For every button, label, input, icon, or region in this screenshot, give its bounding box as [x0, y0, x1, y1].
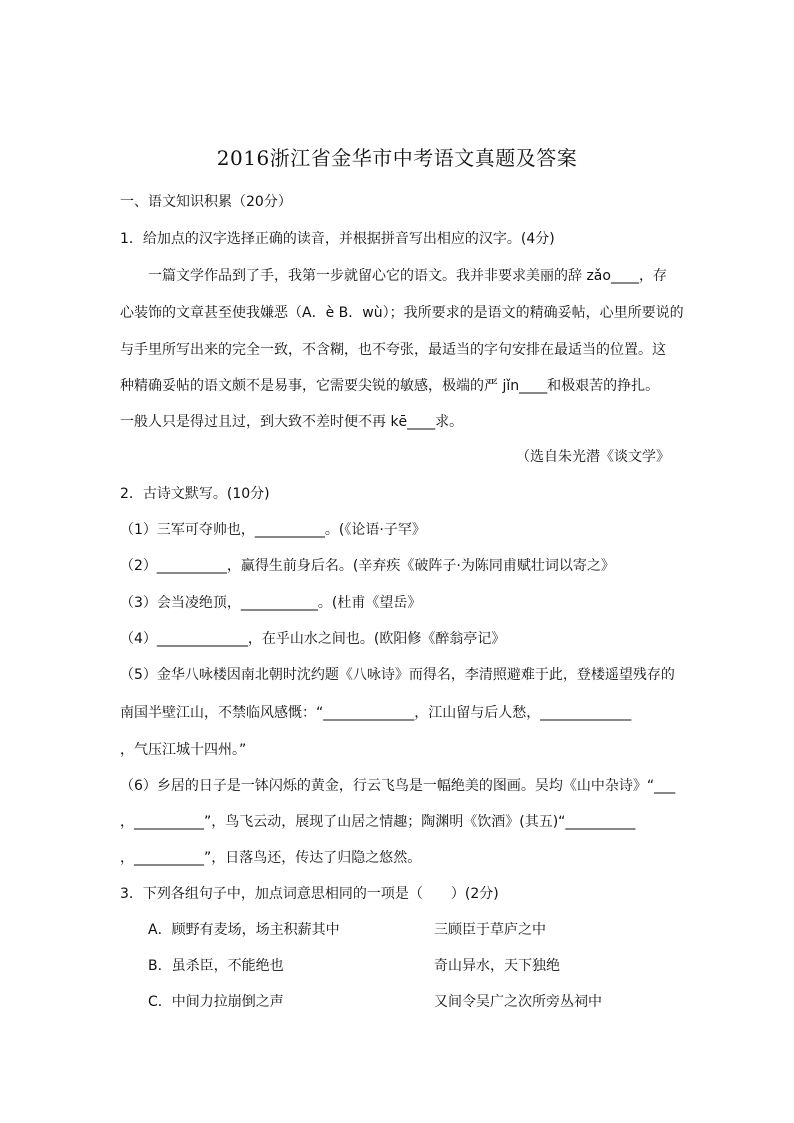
recitation-item: （1）三军可夺帅也，__________。(《论语·子罕》 — [120, 522, 426, 538]
question-3-heading: 3．下列各组句子中，加点词意思相同的一项是（ ）(2分) — [120, 886, 499, 902]
section-heading: 一、语文知识积累（20分） — [120, 194, 292, 210]
question-1-heading: 1．给加点的汉字选择正确的读音，并根据拼音写出相应的汉字。(4分) — [120, 231, 555, 247]
recitation-item: （5）金华八咏楼因南北朝时沈约题《八咏诗》而得名，李清照避难于此，登楼遥望残存的 — [120, 667, 675, 683]
recitation-item: （6）乡居的日子是一钵闪烁的黄金，行云飞鸟是一幅绝美的图画。吴均《山中杂诗》“___ — [120, 778, 676, 794]
passage-line: 种精确妥帖的语文颇不是易事，它需要尖锐的敏感，极端的严 jǐn____和极艰苦的挣扎。 — [120, 378, 660, 394]
recitation-item: ，气压江城十四州。” — [120, 742, 247, 758]
recitation-item: （2）__________，赢得生前身后名。(辛弃疾《破阵子·为陈同甫赋壮词以寄之》 — [120, 558, 615, 574]
recitation-item: ，__________”，日落鸟还，传达了归隐之悠然。 — [120, 850, 422, 866]
passage-line: 一般人只是得过且过，到大致不差时便不再 kē____求。 — [120, 414, 464, 430]
page-title: 2016浙江省金华市中考语文真题及答案 — [216, 146, 578, 170]
option-b-right: 奇山异水，天下独绝 — [434, 958, 560, 974]
question-2-heading: 2．古诗文默写。(10分) — [120, 486, 270, 502]
recitation-item: 南国半壁江山，不禁临风感慨：“_____________，江山留与后人愁，_____________ — [120, 705, 632, 721]
option-a-left: A．顾野有麦场，场主积薪其中 — [148, 922, 340, 938]
option-c-right: 又间令吴广之次所旁丛祠中 — [434, 994, 602, 1010]
passage-source: （选自朱光潜《谈文学》 — [516, 449, 670, 465]
recitation-item: （3）会当凌绝顶，___________。(杜甫《望岳》 — [120, 595, 422, 611]
passage-line: 心装饰的文章甚至使我嫌恶（A．è B．wù）；我所要求的是语文的精确妥帖，心里所要说的 — [120, 305, 684, 321]
passage-line: 一篇文学作品到了手，我第一步就留心它的语文。我并非要求美丽的辞 zǎo____，存 — [148, 268, 667, 284]
recitation-item: （4）_____________，在乎山水之间也。(欧阳修《醉翁亭记》 — [120, 631, 506, 647]
recitation-item: ，__________”，鸟飞云动，展现了山居之情趣；陶渊明《饮酒》(其五)“__________ — [120, 814, 636, 830]
option-b-left: B．虽杀臣，不能绝也 — [148, 958, 284, 974]
option-a-right: 三顾臣于草庐之中 — [434, 922, 546, 938]
passage-line: 与手里所写出来的完全一致，不含糊，也不夸张，最适当的字句安排在最适当的位置。这 — [120, 342, 666, 358]
option-c-left: C．中间力拉崩倒之声 — [148, 994, 284, 1010]
